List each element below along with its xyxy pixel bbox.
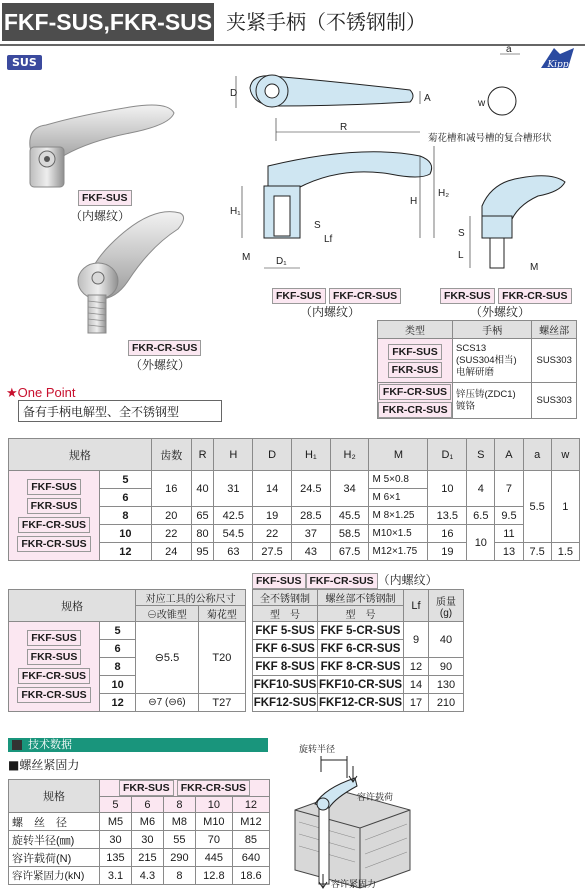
dim-H: H [410, 196, 418, 207]
spec-cell: M12×1.75 [369, 543, 428, 561]
model-tag: FKF-CR-SUS [306, 573, 378, 589]
spec-header: H₁ [291, 439, 330, 471]
torque-diagram [285, 742, 420, 892]
page-title: 夹紧手柄（不锈钢制） [226, 10, 426, 34]
spec-cell: M10×1.5 [369, 525, 428, 543]
spec-cell: 54.5 [214, 525, 253, 543]
drawing-tag-fkf-cr-sus: FKF-CR-SUS [329, 288, 401, 304]
spec-cell: 1.5 [551, 543, 579, 561]
model-screw-sus: FKF 8-CR-SUS [318, 658, 404, 676]
spec-header: w [551, 439, 579, 471]
torque-cell: M12 [232, 813, 269, 831]
one-point-text: 备有手柄电解型、全不锈钢型 [18, 400, 222, 422]
spec-cell: 11 [495, 525, 523, 543]
photo-tag-fkr: FKR-CR-SUS [128, 340, 201, 356]
tool-type-tag: FKR-CR-SUS [17, 687, 90, 703]
model-mass: 130 [429, 676, 464, 694]
torque-cell: 30 [100, 831, 132, 849]
tool-header: 菊花型 [198, 606, 245, 622]
dim-M-external: M [530, 262, 539, 273]
slot-detail [488, 87, 516, 115]
drawing-tag-fkr-cr-sus: FKR-CR-SUS [498, 288, 571, 304]
spec-cell: 16 [151, 471, 191, 507]
tool-size: 10 [100, 676, 136, 694]
spec-cell: 22 [151, 525, 191, 543]
tool-type-tag: FKF-CR-SUS [18, 668, 90, 684]
spec-cell: 16 [428, 525, 467, 543]
tool-size: 12 [100, 694, 136, 712]
dim-M: M [242, 252, 251, 263]
material-badge: SUS [7, 55, 42, 70]
spec-header: H₂ [330, 439, 369, 471]
spec-cell: 40 [191, 471, 214, 507]
torque-cell: M5 [100, 813, 132, 831]
spec-header: a [523, 439, 551, 471]
dim-R: R [340, 122, 348, 133]
spec-header: H [214, 439, 253, 471]
tech-data-label: 技术数据 [28, 738, 72, 751]
spec-size: 10 [100, 525, 152, 543]
torque-cell: 8 [163, 867, 195, 885]
spec-cell: 65 [191, 507, 214, 525]
spec-size: 6 [100, 489, 152, 507]
tool-size: 6 [100, 640, 136, 658]
torque-size: 12 [232, 797, 269, 813]
dim-S-external: S [458, 228, 465, 239]
dim-L: L [458, 250, 464, 261]
model-header: 质量 [436, 596, 456, 608]
spec-table [8, 438, 580, 561]
spec-type-tag: FKR-SUS [27, 498, 82, 514]
model-mass: 40 [429, 622, 464, 658]
tool-slot: ⊖5.5 [136, 622, 199, 694]
spec-cell: 9.5 [495, 507, 523, 525]
torque-cell: 55 [163, 831, 195, 849]
spec-cell: 22 [253, 525, 292, 543]
material-handle-line: 电解研磨 [456, 366, 495, 378]
spec-cell: 4 [467, 471, 495, 507]
spec-type-tag: FKF-CR-SUS [18, 517, 90, 533]
torque-cell: 18.6 [232, 867, 269, 885]
model-all-sus: FKF12-SUS [253, 694, 318, 712]
spec-header: 齿数 [151, 439, 191, 471]
spec-cell: 13.5 [428, 507, 467, 525]
tool-torx: T20 [198, 622, 245, 694]
torque-cell: 135 [100, 849, 132, 867]
material-handle-line: 镀铬 [456, 400, 476, 412]
spec-cell: M 5×0.8 [369, 471, 428, 489]
spec-cell: 63 [214, 543, 253, 561]
material-handle-line: 锌压铸(ZDC1) [456, 388, 516, 400]
spec-header: R [191, 439, 214, 471]
photo-caption-internal: （内螺纹） [70, 209, 131, 223]
model-lf: 9 [404, 622, 429, 658]
spec-size: 12 [100, 543, 152, 561]
spec-cell: 19 [253, 507, 292, 525]
diagram-force-label: 容许紧固力 [331, 880, 377, 890]
material-header-type: 类型 [378, 321, 453, 339]
torque-cell: M8 [163, 813, 195, 831]
spec-cell: 28.5 [291, 507, 330, 525]
spec-header: S [467, 439, 495, 471]
fkr-screw-head [92, 272, 104, 284]
model-header: 螺丝部不锈钢制 [318, 590, 404, 606]
spec-header: A [495, 439, 523, 471]
spec-cell: 1 [551, 471, 579, 543]
product-code-banner: FKF-SUS,FKR-SUS [2, 3, 214, 41]
spec-cell: 45.5 [330, 507, 369, 525]
torque-cell: 290 [163, 849, 195, 867]
square-icon [12, 740, 22, 750]
dim-A: A [424, 93, 431, 104]
model-header: (g) [439, 607, 453, 619]
technical-drawing [220, 46, 582, 298]
spec-cell: 95 [191, 543, 214, 561]
spec-type-tag: FKF-SUS [27, 479, 81, 495]
torque-section-title: ■螺丝紧固力 [8, 758, 80, 772]
spec-cell: 58.5 [330, 525, 369, 543]
dim-D: D [230, 88, 238, 99]
dim-a: a [506, 46, 512, 55]
photo-caption-external: （外螺纹） [130, 358, 191, 372]
model-caption: （内螺纹） [377, 573, 438, 587]
tool-header: 规格 [9, 590, 136, 622]
spec-cell: 67.5 [330, 543, 369, 561]
torque-table [8, 779, 270, 885]
tool-torx: T27 [198, 694, 245, 712]
torque-row-label: 容许紧固力(kN) [9, 867, 100, 885]
torque-row-label: 旋转半径(㎜) [9, 831, 100, 849]
spec-cell: 42.5 [214, 507, 253, 525]
spec-cell: 24.5 [291, 471, 330, 507]
material-type: FKR-SUS [388, 362, 443, 378]
tech-data-bar [8, 738, 268, 752]
torque-cell: M10 [195, 813, 232, 831]
spec-cell: 27.5 [253, 543, 292, 561]
spec-cell: 37 [291, 525, 330, 543]
spec-cell: M 8×1.25 [369, 507, 428, 525]
drawing-caption-internal: （内螺纹） [300, 305, 361, 319]
model-header: 全不锈钢制 [253, 590, 318, 606]
external-hub [482, 216, 512, 238]
model-header: Lf [404, 590, 429, 622]
dim-Lf: Lf [324, 234, 333, 245]
spec-cell: 20 [151, 507, 191, 525]
spec-cell: 13 [495, 543, 523, 561]
material-handle-line: SCS13 [456, 342, 487, 354]
workpiece-block [295, 792, 410, 888]
external-stud [490, 238, 504, 268]
model-all-sus: FKF10-SUS [253, 676, 318, 694]
one-point [6, 385, 75, 401]
tool-type-tag: FKR-SUS [27, 649, 82, 665]
torque-tag: FKR-CR-SUS [177, 780, 250, 796]
material-header-screw: 螺丝部 [532, 321, 577, 339]
tool-slot: ⊖7 (⊖6) [136, 694, 199, 712]
material-screw: SUS303 [532, 383, 577, 419]
model-all-sus: FKF 5-SUS [253, 622, 318, 640]
dim-D1: D₁ [276, 256, 287, 267]
torque-cell: 12.8 [195, 867, 232, 885]
spec-cell: 10 [467, 525, 495, 561]
spec-cell: M 6×1 [369, 489, 428, 507]
torque-cell: 70 [195, 831, 232, 849]
model-mass: 90 [429, 658, 464, 676]
torque-cell: 85 [232, 831, 269, 849]
torque-size: 5 [100, 797, 132, 813]
tool-table [8, 589, 246, 712]
bolt-shaft [319, 802, 329, 884]
model-screw-sus: FKF10-CR-SUS [318, 676, 404, 694]
spec-header: D₁ [428, 439, 467, 471]
one-point-title: ★One Point [6, 385, 76, 400]
torque-cell: 215 [131, 849, 163, 867]
material-table [377, 320, 577, 419]
product-photos [20, 85, 220, 365]
torque-cell: 640 [232, 849, 269, 867]
model-tag: FKF-SUS [252, 573, 306, 589]
spec-cell: 7 [495, 471, 523, 507]
spec-cell: 43 [291, 543, 330, 561]
spec-cell: 34 [330, 471, 369, 507]
model-all-sus: FKF 8-SUS [253, 658, 318, 676]
model-screw-sus: FKF 5-CR-SUS [318, 622, 404, 640]
material-screw: SUS303 [532, 339, 577, 383]
diagram-load-label: 容许载荷 [357, 793, 394, 803]
diagram-radius-label: 旋转半径 [299, 745, 336, 755]
spec-cell: 10 [428, 471, 467, 507]
model-header: 型 号 [318, 606, 404, 622]
torque-cell: M6 [131, 813, 163, 831]
model-header: 型 号 [253, 606, 318, 622]
torque-header: 规格 [9, 780, 100, 813]
tool-size: 8 [100, 658, 136, 676]
torque-cell: 3.1 [100, 867, 132, 885]
material-type: FKF-SUS [388, 344, 442, 360]
torque-size: 8 [163, 797, 195, 813]
tool-size: 5 [100, 622, 136, 640]
spec-cell: 7.5 [523, 543, 551, 561]
model-screw-sus: FKF12-CR-SUS [318, 694, 404, 712]
drawing-caption-external: （外螺纹） [470, 305, 531, 319]
torque-tag: FKR-SUS [119, 780, 174, 796]
model-all-sus: FKF 6-SUS [253, 640, 318, 658]
torque-cell: 30 [131, 831, 163, 849]
spec-cell: 6.5 [467, 507, 495, 525]
spec-cell: 80 [191, 525, 214, 543]
dim-H2: H₂ [438, 188, 450, 199]
photo-tag-fkf: FKF-SUS [78, 190, 132, 206]
groove-note: 菊花槽和减号槽的复合槽形状 [428, 133, 552, 144]
torque-size: 6 [131, 797, 163, 813]
spec-header: M [369, 439, 428, 471]
spec-cell: 31 [214, 471, 253, 507]
spec-type-tag: FKR-CR-SUS [17, 536, 90, 552]
spec-cell: 24 [151, 543, 191, 561]
dim-S: S [314, 220, 321, 231]
spec-header: 规格 [9, 439, 152, 471]
logo-text: Kipp [547, 60, 569, 70]
torque-cell: 445 [195, 849, 232, 867]
model-lf: 12 [404, 658, 429, 676]
spec-cell: 14 [253, 471, 292, 507]
model-lf: 17 [404, 694, 429, 712]
material-type: FKF-CR-SUS [379, 384, 451, 400]
torque-row-label: 容许载荷(N) [9, 849, 100, 867]
tool-title: 对应工具的公称尺寸 [136, 590, 246, 606]
model-screw-sus: FKF 6-CR-SUS [318, 640, 404, 658]
torque-cell: 4.3 [131, 867, 163, 885]
model-mass: 210 [429, 694, 464, 712]
model-lf: 14 [404, 676, 429, 694]
torque-row-label: 螺 丝 径 [9, 813, 100, 831]
spec-cell: 5.5 [523, 471, 551, 543]
material-type: FKR-CR-SUS [378, 402, 451, 418]
dim-H1: H₁ [230, 206, 241, 217]
torque-size: 10 [195, 797, 232, 813]
material-header-handle: 手柄 [453, 321, 532, 339]
spec-header: D [253, 439, 292, 471]
spec-size: 5 [100, 471, 152, 489]
drawing-tag-fkr-sus: FKR-SUS [440, 288, 495, 304]
dim-w: w [478, 98, 486, 109]
material-handle-line: (SUS304相当) [456, 354, 517, 366]
handle-side-view [268, 152, 432, 188]
model-table [252, 589, 464, 712]
tool-header: ⊖改锥型 [136, 606, 199, 622]
drawing-tag-fkf-sus: FKF-SUS [272, 288, 326, 304]
spec-cell: 19 [428, 543, 467, 561]
spec-size: 8 [100, 507, 152, 525]
tool-type-tag: FKF-SUS [27, 630, 81, 646]
